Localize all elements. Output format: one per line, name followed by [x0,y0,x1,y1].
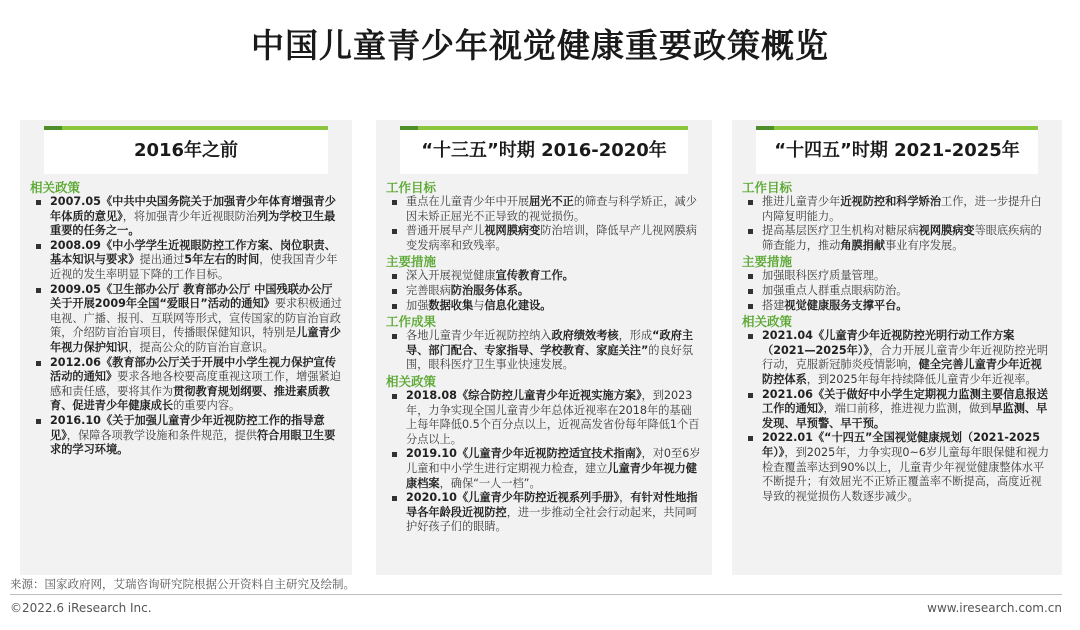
column-title: “十四五”时期 2021-2025年 [774,140,1020,161]
emphasis-text: 2021.04《儿童青少年近视防控光明行动工作方案（2021—2025年）》 [762,329,1015,357]
list-item [30,356,342,414]
bullet-icon [392,496,397,501]
emphasis-text: 2018.08《综合防控儿童青少年近视实施方案》 [406,388,642,402]
body-text: 提高基层医疗卫生机构对糖尿病 [762,224,919,238]
bullet-icon [392,274,397,279]
emphasis-text: 列为学校卫生最重要的任务之一。 [50,209,336,238]
list-item [386,389,702,447]
column-body [30,180,342,458]
column-header [44,126,328,174]
list-item [742,431,1052,504]
policy-list [742,269,1052,313]
bullet-icon [392,452,397,457]
body-text: 普通开展早产儿 [406,224,485,238]
policy-list [742,195,1052,253]
bullet-icon [748,274,753,279]
list-item [30,239,342,283]
emphasis-text: 有针对性地指导各年龄段近视防控 [406,491,698,519]
emphasis-text: “政府主导、部门配合、专家指导、学校教育、家庭关注” [406,329,694,357]
list-item [742,224,1052,253]
bullet-icon [748,436,753,441]
column-13th-five-year [376,120,712,575]
body-text: ，保障各项教学设施和条件规范，提供 [66,428,257,442]
bullet-icon [392,304,397,309]
section-title: 相关政策 [742,314,793,330]
emphasis-text: 2007.05《中共中央国务院关于加强青少年体育增强青少年体质的意见》 [50,195,336,223]
body-text: 加强 [406,298,429,312]
list-item [386,195,702,224]
bullet-icon [392,289,397,294]
bullet-icon [392,334,397,339]
emphasis-text: 角膜捐献 [840,238,886,252]
body-text: ，确保“一人一档”。 [439,476,541,490]
list-item [742,388,1052,432]
emphasis-text: 符合用眼卫生要求的学习环境。 [50,428,336,457]
emphasis-text: 数据收集 [428,298,474,312]
body-text: 的重要内容。 [173,399,241,413]
copyright: ©2022.6 iResearch Inc. [10,601,152,615]
emphasis-text: 贯彻教育规划纲要、推进素质教育、促进青少年健康成长 [50,384,330,413]
body-text: 工作，进一步提升白内障复明能力。 [762,195,1042,223]
column-body [386,180,702,535]
body-text: 与 [473,298,485,312]
header-accent-bar [756,126,1038,130]
emphasis-text: 政府绩效考核 [551,329,619,343]
body-text: 事业有序发展。 [885,238,964,252]
bullet-icon [36,288,41,293]
list-item [742,195,1052,224]
bullet-icon [392,229,397,234]
bullet-icon [36,419,41,424]
body-text: 加强重点人群重点眼病防治。 [762,283,908,297]
column-header [756,126,1038,174]
list-item [742,299,1052,314]
body-text: 重点在儿童青少年中开展 [406,195,530,208]
bullet-icon [748,334,753,339]
emphasis-text: 2008.09《中小学学生近视眼防控工作方案、岗位职责、基本知识与要求》 [50,238,336,267]
emphasis-text: 5年左右的时间 [184,253,260,267]
body-text: 各地儿童青少年近视防控纳入 [406,329,552,343]
header-accent-bar [44,126,328,130]
section-title: 相关政策 [30,180,81,195]
body-text: 深入开展视觉健康 [406,269,496,283]
bullet-icon [392,394,397,399]
section-title: 相关政策 [386,373,437,389]
emphasis-text: 2021.06《关于做好中小学生定期视力监测主要信息报送工作的通知》 [762,387,1048,416]
policy-list [742,329,1052,504]
emphasis-text: 信息化建设。 [484,298,552,312]
list-item [386,284,702,299]
header-accent-mark [756,126,774,130]
source-note: 来源：国家政府网，艾瑞咨询研究院根据公开资料自主研究及绘制。 [10,577,355,591]
emphasis-text: 2016.10《关于加强儿童青少年近视防控工作的指导意见》 [50,413,325,442]
list-item [386,491,702,535]
list-item [386,299,702,314]
bullet-icon [36,244,41,249]
column-header [400,126,688,174]
body-text: 要求各地各校要高度重视这项工作，增强紧迫感和责任感，要将其作为 [50,370,341,398]
emphasis-text: 2019.10《儿童青少年近视防控适宜技术指南》 [406,447,642,461]
policy-list [386,329,702,373]
emphasis-text: 2012.06《教育部办公厅关于开展中小学生视力保护宣传活动的通知》 [50,355,336,384]
body-text: 要求积极通过电视、广播、报刊、互联网等形式，宣传国家的防盲治盲政策，介绍防盲治盲项目，传播眼保健知识，特别是 [50,297,342,340]
emphasis-text: 2009.05《卫生部办公厅 教育部办公厅 中国残联办公厅关于开展2009年全国“爱眼日”活动的通知》 [50,282,333,311]
emphasis-text: 防治服务体系。 [450,283,530,297]
list-item [742,269,1052,284]
body-text: 推进儿童青少年 [762,195,841,208]
column-body [742,180,1052,504]
policy-list [386,195,702,253]
emphasis-text: 健全完善儿童青少年近视防控体系 [762,358,1042,386]
body-text: ，到2025年每年持续降低儿童青少年近视率。 [806,372,1037,386]
list-item [386,447,702,491]
emphasis-text: 宣传教育工作。 [495,269,574,283]
list-item [30,283,342,356]
emphasis-text: 儿童青少年视力健康档案 [406,461,697,490]
body-text: ，到2023年，力争实现全国儿童青少年总体近视率在2018年的基础上每年降低0.5个百分点以上，近视高发省份每年降低1个百分点以上。 [406,388,700,446]
body-text: 提出通过 [139,253,185,267]
body-text: 加强眼科医疗质量管理。 [762,269,886,283]
body-text: 防治培训，降低早产儿视网膜病变发病率和致残率。 [406,224,697,252]
emphasis-text: 儿童青少年视力保护知识 [50,326,341,354]
bullet-icon [36,361,41,366]
section-title: 主要措施 [386,254,437,270]
emphasis-text: 2020.10《儿童青少年防控近视系列手册》 [406,491,620,505]
list-item [742,284,1052,299]
list-item [30,195,342,239]
column-before-2016 [20,120,352,575]
column-14th-five-year [732,120,1062,575]
list-item [30,414,342,458]
emphasis-text: 早监测、早发现、早预警、早干预。 [762,402,1048,430]
policy-list [30,195,342,458]
footer-divider [10,594,1062,595]
emphasis-text: 视网膜病变 [484,224,541,238]
emphasis-text: 视觉健康服务支撑平台。 [784,298,908,312]
emphasis-text: 近视防控和科学矫治 [840,195,942,208]
policy-list [386,389,702,535]
website-link[interactable]: www.iresearch.com.cn [927,601,1062,615]
section-title: 工作成果 [386,314,437,330]
section-title: 主要措施 [742,254,793,270]
body-text: ，到2025年，力争实现0~6岁儿童每年眼保健和视力检查覆盖率达到90%以上，儿童青少年视觉健康整体水平不断提升；有效屈光不正矫正覆盖率不断提高，高度近视导致的视觉损伤人数逐步减少。 [762,445,1050,503]
body-text: ，进一步推动全社会行动起来，共同呵护好孩子们的眼睛。 [406,505,697,534]
bullet-icon [748,289,753,294]
list-item [742,329,1052,387]
column-title: “十三五”时期 2016-2020年 [421,140,667,161]
body-text: ，将加强青少年近视眼防治 [122,209,257,223]
list-item [386,269,702,284]
body-text: 完善眼病 [406,283,451,297]
bullet-icon [392,200,397,205]
body-text: 等眼底疾病的筛查能力，推动 [762,224,1042,252]
body-text: ，形成 [618,329,653,343]
body-text: ，端口前移，推进视力监测，做到 [823,402,992,416]
body-text: ，使我国青少年近视的发生率明显下降的工作目标。 [50,253,338,281]
emphasis-text: 2022.01《“十四五”全国视觉健康规划（2021-2025年）》 [762,431,1041,459]
bullet-icon [748,304,753,309]
section-title: 工作目标 [386,180,437,195]
page-title: 中国儿童青少年视觉健康重要政策概览 [251,26,829,65]
bullet-icon [36,200,41,205]
header-accent-bar [400,126,688,130]
header-accent-mark [44,126,62,130]
header-accent-mark [400,126,418,130]
body-text: 的筛查与科学矫正，减少因未矫正屈光不正导致的视觉损伤。 [406,195,697,223]
policy-list [386,269,702,313]
emphasis-text: 屈光不正 [529,195,574,208]
body-text: 的良好氛围，眼科医疗卫生事业快速发展。 [406,343,694,372]
body-text: ，对0至6岁儿童和中小学生进行定期视力检查，建立 [406,447,701,475]
policy-columns [20,120,1062,575]
column-title: 2016年之前 [133,140,239,161]
bullet-icon [748,229,753,234]
list-item [386,329,702,373]
list-item [386,224,702,253]
bullet-icon [748,200,753,205]
body-text: 搭建 [762,298,785,312]
section-title: 工作目标 [742,180,793,195]
body-text: ， [619,491,631,505]
bullet-icon [748,393,753,398]
body-text: ，提高公众的防盲治盲意识。 [128,340,274,354]
body-text: ，合力开展儿童青少年近视防控光明行动，克服新冠肺炎疫情影响， [762,343,1049,372]
emphasis-text: 视网膜病变 [918,224,975,238]
